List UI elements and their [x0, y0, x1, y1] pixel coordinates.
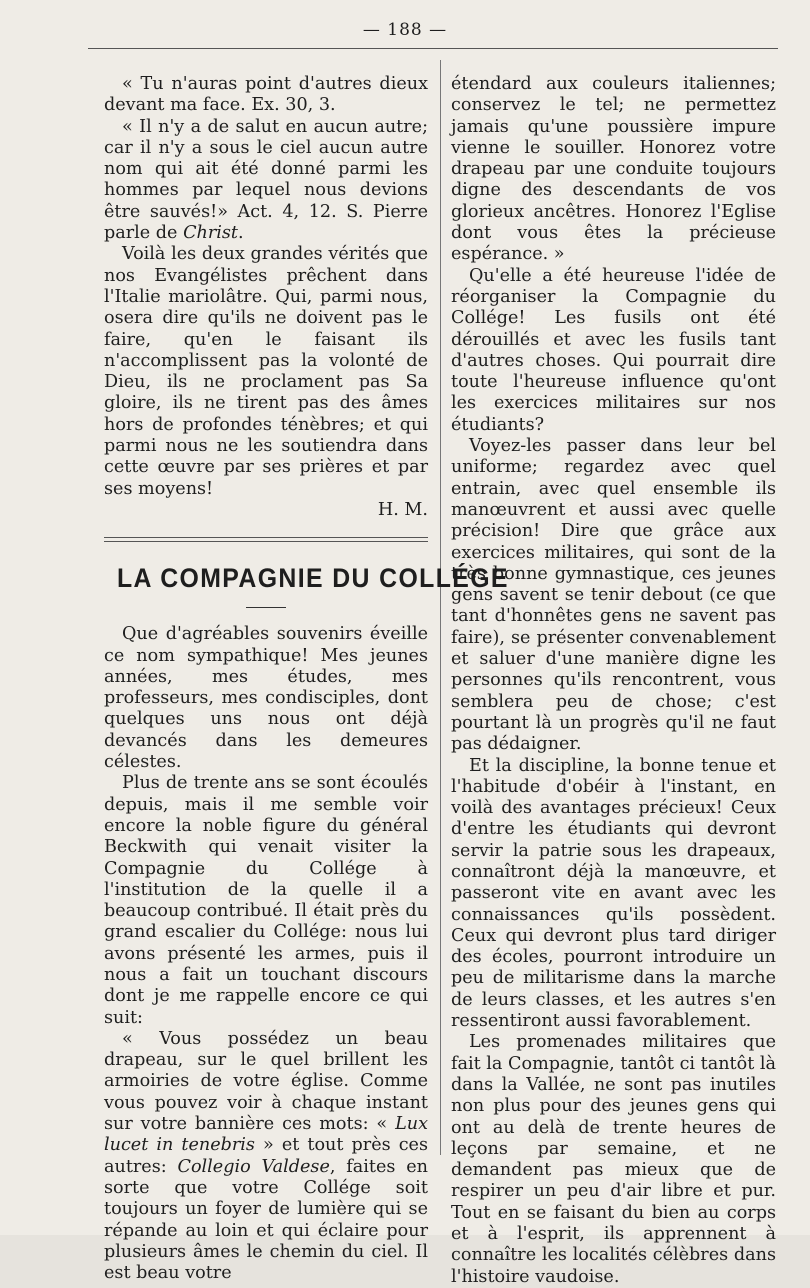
paragraph-voyez: Voyez-les passer dans leur bel uniforme; regardez avec quel entrain, avec quel ensemble ils manœuvrent et aussi avec quelle précision! Dire que grâce aux exercices militaires, qui sont de la très bonne gymnastique, ces jeunes gens savent se tenir debout (ce que tant d'honnêtes gens ne savent pas faire), se présenter convenablement et saluer d'une manière digne les personnes qu'ils rencontrent, vous semblera peu de chose; c'est pourtant là un progrès qu'il ne faut pas dédaigner.: [451, 436, 776, 755]
section-separator: [104, 527, 428, 547]
paragraph-verites: Voilà les deux grandes vérités que nos Evangélistes prêchent dans l'Italie mariolâtre. Qui, parmi nous, osera dire qu'ils ne doivent pas le faire, qu'en le faisant ils n'accomplissent pas la volonté de Dieu, ils ne proclament pas Sa gloire, ils ne tirent pas des âmes hors de profondes ténèbres; et qui parmi nous ne les soutiendra dans cette œuvre par ses prières et par ses moyens!: [104, 244, 428, 499]
quote-exodus: « Tu n'auras point d'autres dieux devant ma face. Ex. 30, 3.: [104, 74, 428, 116]
page-number: — 188 —: [362, 20, 448, 40]
title-underline: [246, 607, 286, 608]
column-divider: [440, 60, 441, 1155]
paragraph-etendard: étendard aux couleurs italiennes; conservez le tel; ne permettez jamais qu'une poussière impure vienne le souiller. Honorez votre drapeau par une conduite toujours digne des descendants de vos glorieux ancêtres. Honorez l'Eglise dont vous êtes la précieuse espérance. »: [451, 74, 776, 265]
drapeau-text-start: « Vous possédez un beau drapeau, sur le quel brillent les armoiries de votre église. Comme vous pouvez voir à chaque instant sur votre bannière ces mots: «: [104, 1028, 428, 1135]
drapeau-college-name: Collegio Valdese: [177, 1156, 330, 1177]
drapeau-text-mid: » et tout près ces autres:: [104, 1135, 428, 1177]
drapeau-text-end: , faites en sorte que votre Collége soit toujours un foyer de lumière qui se répande au loin et qui éclaire pour plusieurs âmes le chemin du ciel. Il est beau votre: [104, 1156, 428, 1284]
right-column: [451, 74, 776, 1288]
quote-acts: [104, 117, 428, 245]
paragraph-promenades: Les promenades militaires que fait la Compagnie, tantôt ci tantôt là dans la Vallée, ne sont pas inutiles non plus pour des jeunes gens qui ont au delà de trente heures de leçons par semaine, et ne demandent pas mieux que de respirer un peu d'air libre et pur. Tout en se faisant du bien au corps et à l'esprit, ils apprennent à connaître les localités célèbres dans l'histoire vaudoise.: [451, 1032, 776, 1287]
quote-acts-text: « Il n'y a de salut en aucun autre; car il n'y a sous le ciel aucun autre nom qui ait été donné parmi les hommes par lequel nous devions être sauvés!» Act. 4, 12. S. Pierre parle de: [104, 116, 428, 244]
header-rule: [88, 48, 778, 49]
drapeau-motto: Lux lucet in tenebris: [104, 1114, 428, 1156]
quote-acts-end: .: [238, 223, 244, 244]
paragraph-heureuse: Qu'elle a été heureuse l'idée de réorganiser la Compagnie du Collége! Les fusils ont été dérouillés et avec les fusils tant d'autres choses. Qui pourrait dire toute l'heureuse influence qu'ont les exercices militaires sur nos étudiants?: [451, 265, 776, 435]
paragraph-drapeau: [104, 1029, 428, 1285]
left-column: [104, 74, 509, 1284]
paragraph-souvenirs: Que d'agréables souvenirs éveille ce nom sympathique! Mes jeunes années, mes études, mes professeurs, mes condisciples, dont quelques uns nous ont déjà devancés dans les demeures célestes.: [104, 624, 428, 773]
paragraph-trente-ans: Plus de trente ans se sont écoulés depuis, mais il me semble voir encore la noble figure du général Beckwith qui venait visiter la Compagnie du Collége à l'institution de la quelle il a beaucoup contribué. Il était près du grand escalier du Collége: nous lui avons présenté les armes, puis il nous a fait un touchant discours dont je me rappelle encore ce qui suit:: [104, 773, 428, 1028]
paragraph-discipline: Et la discipline, la bonne tenue et l'habitude d'obéir à l'instant, en voilà des avantages précieux! Ceux d'entre les étudiants qui devront servir la patrie sous les drapeaux, connaîtront déjà la manœuvre, et passeront vite en avant avec les connaissances qu'ils possèdent. Ceux qui devront plus tard diriger des écoles, pourront introduire un peu de militarisme dans la marche de leurs classes, et les autres s'en ressentiront aussi favorablement.: [451, 755, 776, 1032]
article-title: LA COMPAGNIE DU COLLÉGE: [116, 563, 509, 594]
author-signature: H. M.: [377, 499, 428, 520]
quote-acts-christ: Christ: [183, 223, 238, 244]
